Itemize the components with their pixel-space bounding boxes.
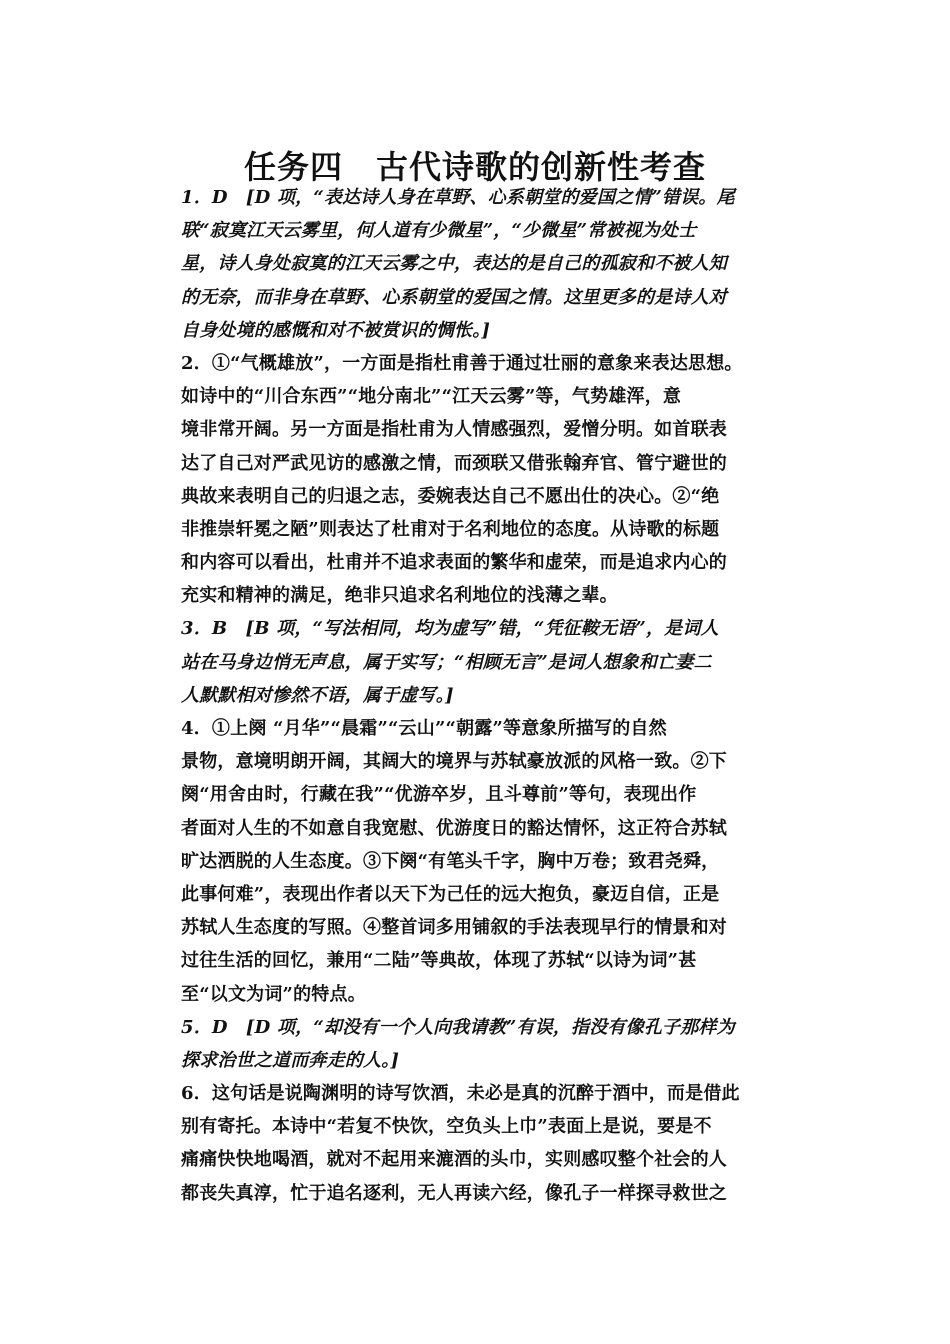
answer-item-6 xyxy=(181,1077,781,1210)
answer-line: 达了自己对严武见访的感激之情，而颈联又借张翰弃官、管宁避世的 xyxy=(181,452,727,474)
answer-line: 境非常开阔。另一方面是指杜甫为人情感强烈，爱憎分明。如首联表 xyxy=(181,419,727,441)
answer-line: 星，诗人身处寂寞的江天云雾之中，表达的是自己的孤寂和不被人知 xyxy=(181,253,727,275)
answer-line: 充实和精神的满足，绝非只追求名利地位的浅薄之辈。 xyxy=(181,585,618,607)
answer-line: 过往生活的回忆，兼用“二陆”等典故，体现了苏轼“以诗为词”甚 xyxy=(181,950,697,972)
answer-line: 2．①“气概雄放”，一方面是指杜甫善于通过壮丽的意象来表达思想。 xyxy=(181,352,743,374)
answer-line: 6．这句话是说陶渊明的诗写饮酒，未必是真的沉醉于酒中，而是借此 xyxy=(181,1083,740,1105)
answer-line: 联“寂寞江天云雾里，何人道有少微星”，“少微星”常被视为处士 xyxy=(181,220,697,242)
answer-line: 探求治世之道而奔走的人。] xyxy=(181,1049,400,1071)
answer-line: 人默默相对惨然不语，属于虚写。] xyxy=(181,684,454,706)
answer-line: 阕“用舍由时，行藏在我”“优游卒岁，且斗尊前”等句，表现出作 xyxy=(181,784,697,806)
answer-line: 非推崇轩冕之陋”则表达了杜甫对于名利地位的态度。从诗歌的标题 xyxy=(181,518,720,540)
answer-item-3 xyxy=(181,612,781,712)
answer-line: 和内容可以看出，杜甫并不追求表面的繁华和虚荣，而是追求内心的 xyxy=(181,552,727,574)
answer-line: 的无奈，而非身在草野、心系朝堂的爱国之情。这里更多的是诗人对 xyxy=(181,286,727,308)
answer-line: 典故来表明自己的归退之志，委婉表达自己不愿出仕的决心。②“绝 xyxy=(181,485,720,507)
answer-line: 苏轼人生态度的写照。④整首词多用铺叙的手法表现早行的情景和对 xyxy=(181,917,727,939)
answer-item-2 xyxy=(181,347,781,613)
answer-item-1 xyxy=(181,181,781,347)
answer-line: 别有寄托。本诗中“若复不快饮，空负头上巾”表面上是说，要是不 xyxy=(181,1116,712,1138)
answer-line: 5．D [D 项，“却没有一个人向我请教”有误，指没有像孔子那样为 xyxy=(181,1016,735,1038)
answer-line: 旷达洒脱的人生态度。③下阕“有笔头千字，胸中万卷；致君尧舜， xyxy=(181,850,720,872)
answer-list xyxy=(181,181,781,1210)
answer-line: 者面对人生的不如意自我宽慰、优游度日的豁达情怀，这正符合苏轼 xyxy=(181,817,727,839)
answer-line: 3．B [B 项，“写法相同，均为虚写”错，“凭征鞍无语”，是词人 xyxy=(181,618,719,640)
answer-line: 痛痛快快地喝酒，就对不起用来漉酒的头巾，实则感叹整个社会的人 xyxy=(181,1149,727,1171)
answer-line: 至“以文为词”的特点。 xyxy=(181,983,366,1005)
answer-item-5 xyxy=(181,1011,781,1077)
answer-line: 4．①上阕 “月华”“晨霜”“云山”“朝露”等意象所描写的自然 xyxy=(181,718,667,739)
answer-line: 如诗中的“川合东西”“地分南北”“江天云雾”等，气势雄浑，意 xyxy=(181,386,682,408)
answer-line: 1．D [D 项，“表达诗人身在草野、心系朝堂的爱国之情”错误。尾 xyxy=(181,187,735,208)
answer-line: 景物，意境明朗开阔，其阔大的境界与苏轼豪放派的风格一致。②下 xyxy=(181,751,727,773)
answer-line: 站在马身边悄无声息，属于实写；“相顾无言”是词人想象和亡妻二 xyxy=(181,651,712,673)
page-title: 任务四 古代诗歌的创新性考查 xyxy=(243,148,706,187)
answer-line: 都丧失真淳，忙于追名逐利，无人再读六经，像孔子一样探寻救世之 xyxy=(181,1182,727,1204)
answer-line: 自身处境的感慨和对不被赏识的惆怅。] xyxy=(181,319,491,341)
answer-item-4 xyxy=(181,712,781,1011)
answer-line: 此事何难”，表现出作者以天下为己任的远大抱负，豪迈自信，正是 xyxy=(181,883,720,905)
